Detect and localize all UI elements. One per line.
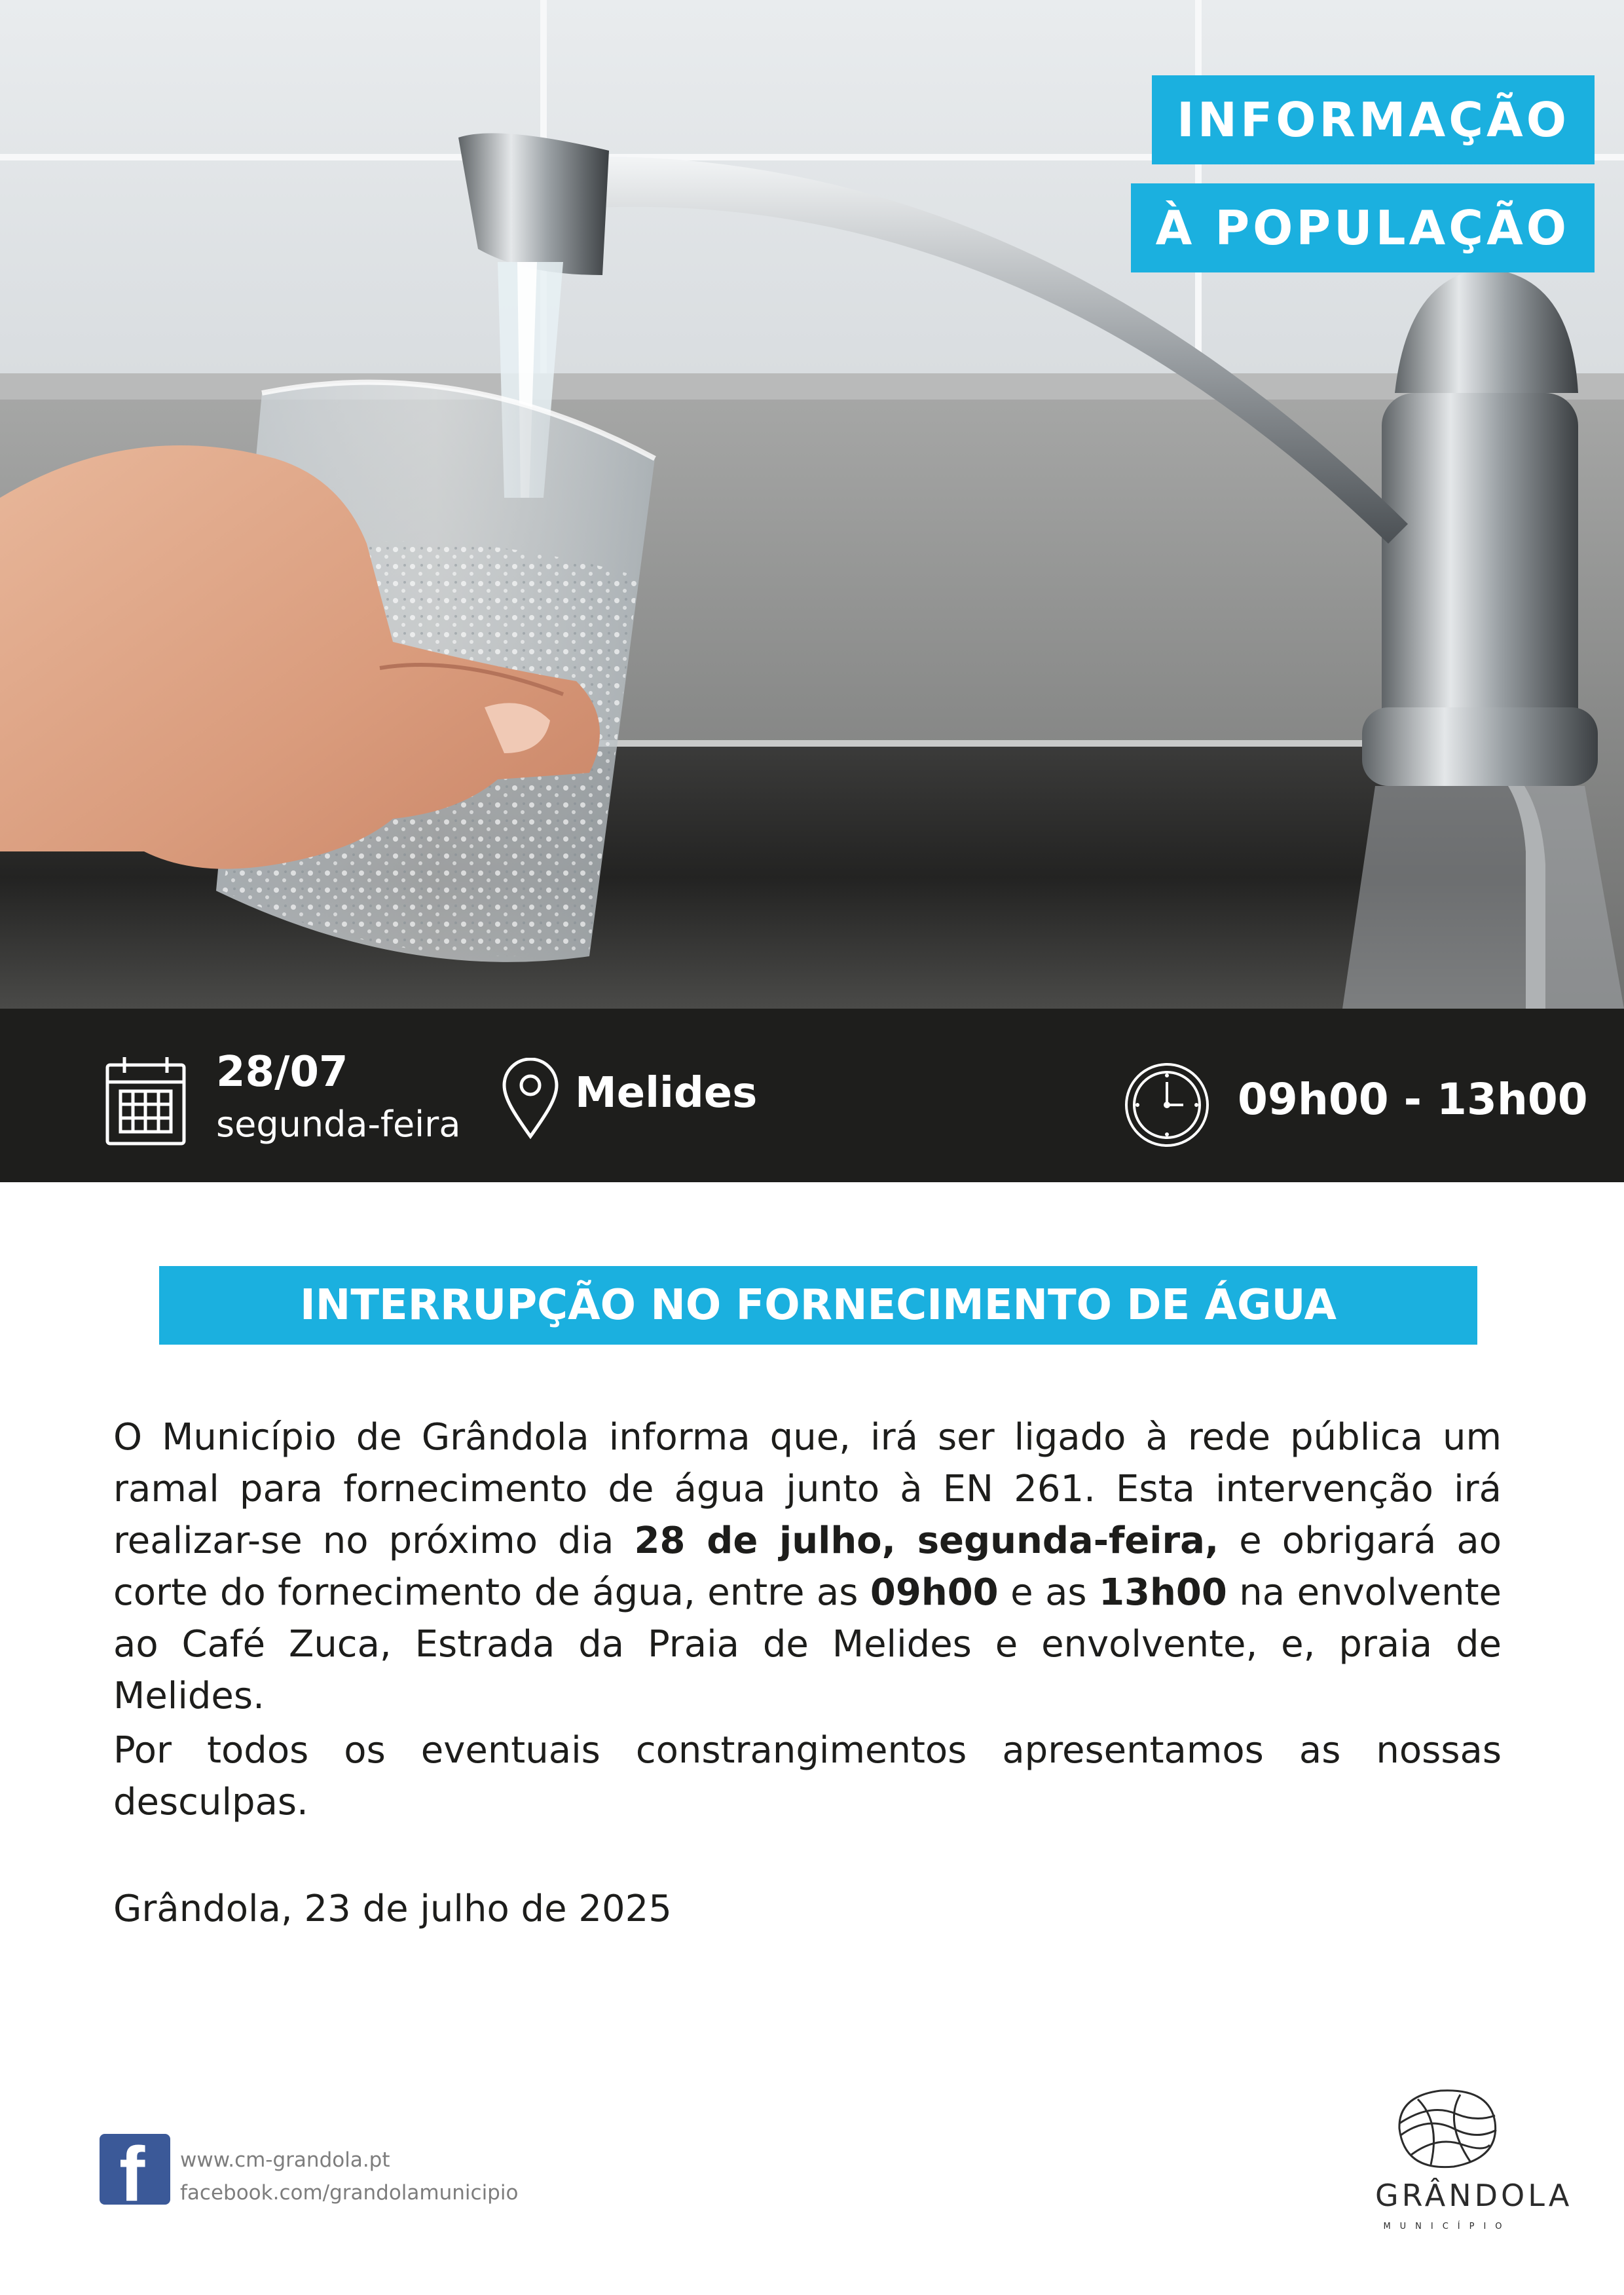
notice-date-bold: 28 de julho, segunda-feira, xyxy=(634,1520,1219,1562)
info-tag-line1: INFORMAÇÃO xyxy=(1152,75,1595,164)
website-link[interactable]: www.cm-grandola.pt xyxy=(180,2148,390,2172)
logo-subtitle: MUNICÍPIO xyxy=(1383,2222,1511,2231)
hero-image xyxy=(0,0,1624,1009)
grandola-logo-icon xyxy=(1392,2083,1503,2174)
notice-text: e obrigará ao corte do fornecimento de água, entre as xyxy=(113,1520,1502,1614)
event-weekday: segunda-feira xyxy=(216,1104,461,1145)
facebook-icon[interactable] xyxy=(100,2131,170,2218)
clock-icon xyxy=(1123,1061,1211,1149)
notice-text: na envolvente ao Café Zuca, Estrada da Praia de Melides e envolvente, e, praia de Melides. xyxy=(113,1571,1502,1717)
notice-start-time-bold: 09h00 xyxy=(870,1571,999,1614)
location-pin-icon xyxy=(501,1058,560,1140)
notice-text: O Município de Grândola informa que, irá ser ligado à rede pública um ramal para fornecimento de água junto à EN 261. Esta intervenção irá realizar-se no próximo dia xyxy=(113,1416,1502,1562)
event-time: 09h00 - 13h00 xyxy=(1238,1074,1588,1125)
event-date: 28/07 xyxy=(216,1048,348,1096)
notice-paragraph-1 xyxy=(113,1411,1502,1722)
event-location: Melides xyxy=(575,1069,758,1117)
notice-text: e as xyxy=(998,1571,1099,1614)
facebook-link[interactable]: facebook.com/grandolamunicipio xyxy=(180,2181,519,2205)
notice-end-time-bold: 13h00 xyxy=(1099,1571,1227,1614)
logo-wordmark: GRÂNDOLA xyxy=(1375,2178,1573,2213)
notice-title: INTERRUPÇÃO NO FORNECIMENTO DE ÁGUA xyxy=(159,1266,1477,1345)
info-tag-line2: À POPULAÇÃO xyxy=(1131,183,1595,272)
notice-paragraph-2: Por todos os eventuais constrangimentos apresentamos as nossas desculpas. xyxy=(113,1729,1502,1823)
facebook-letter: f xyxy=(119,2131,145,2218)
calendar-icon xyxy=(105,1054,187,1146)
notice-signoff: Grândola, 23 de julho de 2025 xyxy=(113,1888,672,1930)
